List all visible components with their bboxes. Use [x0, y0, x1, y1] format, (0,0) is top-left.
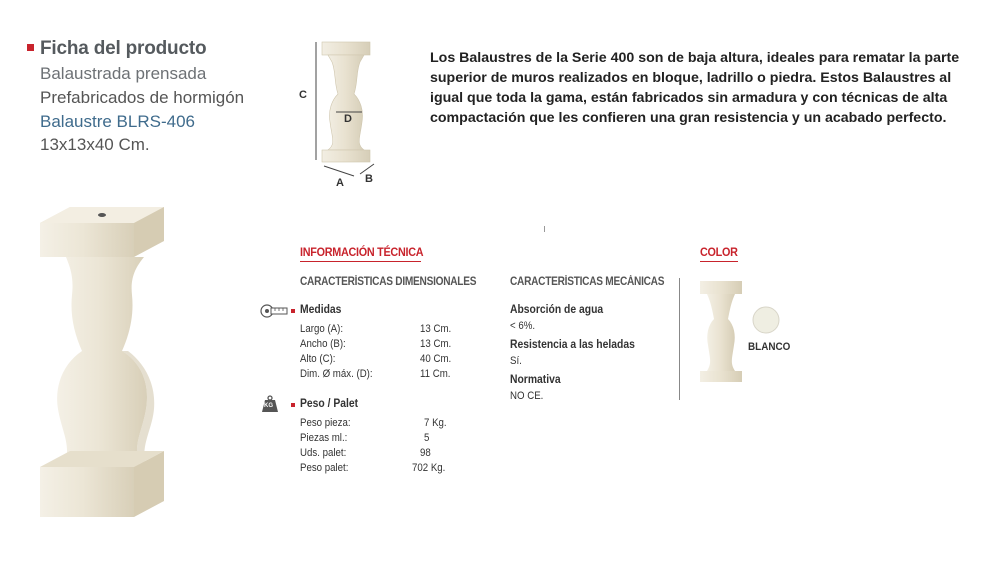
piezas-ml-value: 5	[424, 432, 430, 444]
weight-icon-label: KG	[264, 403, 273, 409]
product-model: Balaustre BLRS-406	[40, 112, 195, 131]
page-title: Ficha del producto	[40, 38, 207, 59]
alto-value: 40 Cm.	[420, 353, 452, 365]
heladas-value: Sí.	[510, 355, 522, 367]
color-name: BLANCO	[748, 341, 791, 353]
title-bullet	[27, 44, 34, 51]
alto-label: Alto (C):	[300, 353, 336, 365]
product-category: Balaustrada prensada	[40, 64, 207, 83]
product-size: 13x13x40 Cm.	[40, 135, 150, 154]
dimension-label-b: B	[365, 173, 373, 185]
dimensional-title: CARACTERÍSTICAS DIMENSIONALES	[300, 276, 477, 288]
peso-bullet	[291, 403, 295, 407]
piezas-ml-label: Piezas ml.:	[300, 432, 348, 444]
color-sample-baluster	[698, 279, 744, 383]
color-title: COLOR	[700, 245, 738, 259]
uds-palet-value: 98	[420, 447, 431, 459]
peso-title: Peso / Palet	[300, 398, 359, 410]
dimension-diagram	[310, 38, 380, 178]
dimension-label-a: A	[336, 177, 344, 189]
dimension-label-c: C	[299, 89, 307, 101]
largo-value: 13 Cm.	[420, 323, 452, 335]
largo-label: Largo (A):	[300, 323, 344, 335]
peso-pieza-label: Peso pieza:	[300, 417, 351, 429]
color-divider	[679, 278, 680, 400]
absorcion-title: Absorción de agua	[510, 304, 604, 316]
heladas-title: Resistencia a las heladas	[510, 339, 635, 351]
normativa-title: Normativa	[510, 374, 561, 386]
color-underline	[700, 261, 738, 262]
normativa-value: NO CE.	[510, 390, 544, 402]
ancho-label: Ancho (B):	[300, 338, 346, 350]
dim-max-label: Dim. Ø máx. (D):	[300, 368, 373, 380]
tape-measure-icon	[259, 304, 289, 318]
color-swatch	[752, 306, 780, 334]
peso-palet-label: Peso palet:	[300, 462, 349, 474]
peso-pieza-value: 7 Kg.	[424, 417, 447, 429]
ancho-value: 13 Cm.	[420, 338, 452, 350]
tech-info-underline	[300, 261, 421, 262]
product-description: Los Balaustres de la Serie 400 son de baja altura, ideales para rematar la parte superior de muros realizados en bloque, ladrillo o piedra. Estos Balaustres al igual que toda la gama, están fabricados sin armadura y con técnicas de alta compactación que les confieren una gran resistencia y un acabado perfecto.	[430, 50, 960, 126]
mechanical-title: CARACTERÍSTICAS MECÁNICAS	[510, 276, 665, 288]
tech-info-title: INFORMACIÓN TÉCNICA	[300, 245, 424, 259]
column-marker	[544, 226, 545, 232]
peso-palet-value: 702 Kg.	[412, 462, 446, 474]
dimension-label-d: D	[344, 113, 352, 125]
absorcion-value: < 6%.	[510, 320, 536, 332]
uds-palet-label: Uds. palet:	[300, 447, 347, 459]
dim-max-value: 11 Cm.	[420, 368, 451, 380]
medidas-bullet	[291, 309, 295, 313]
product-photo	[30, 205, 170, 525]
medidas-title: Medidas	[300, 304, 342, 316]
product-family: Prefabricados de hormigón	[40, 88, 245, 107]
